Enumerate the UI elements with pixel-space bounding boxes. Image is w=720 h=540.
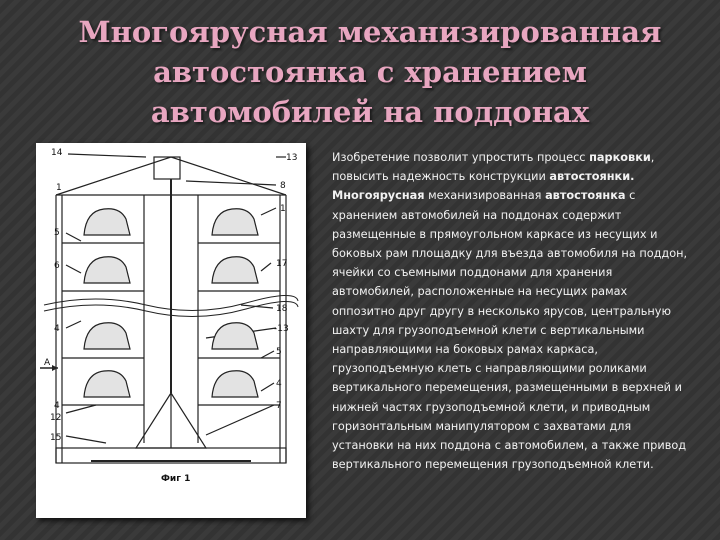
car-right-4 [212,371,258,397]
p2-bold-autostoyanka: автостоянка [545,189,626,203]
label-1-right: 1 [280,204,286,214]
title-line-1: Многоярусная механизированная [78,15,662,49]
label-4-left-a: 4 [54,324,60,334]
lift-motor-housing [154,157,180,179]
arrow-label: А [44,358,51,368]
label-17: 17 [276,259,288,269]
p1-period: . [630,170,635,184]
arrow-a-head [52,365,58,371]
p2-text-b: механизированная [424,189,546,203]
car-left-4 [84,371,130,397]
label-12: 12 [50,413,62,423]
label-1-left: 1 [56,183,62,193]
label-5-left: 5 [54,228,60,238]
car-right-3 [212,323,258,349]
label-5-right: 5 [276,347,282,357]
paragraph-2 [332,186,688,474]
label-15: 15 [50,433,62,443]
car-left-3 [84,323,130,349]
car-right-2 [212,257,258,283]
title-line-3: автомобилей на поддонах [150,95,590,129]
description-text [332,148,688,474]
label-13: 13 [286,153,298,163]
car-left-1 [84,209,130,235]
label-6: 6 [54,261,60,271]
paragraph-1 [332,148,688,186]
label-4-right: 4 [276,379,282,389]
label-14: 14 [51,148,63,158]
p2-bold-multitier: Многоярусная [332,189,425,203]
label-18: 18 [276,304,288,314]
title-line-2: автостоянка с хранением [153,55,587,89]
car-left-2 [84,257,130,283]
slide-title [70,12,670,132]
patent-figure [36,143,306,518]
p2-text-d: с хранением автомобилей на поддонах содержит размещенные в прямоугольном каркасе из несущих и боковых рам площадку для въезда автомобиля на поддон, ячейки со съемными поддонами для хранения автомобилей, расположенные на несущих рамах оппозитно друг другу в несколько ярусов, центральную шахту для грузоподъемной клети с вертикальными направляющими на боковых рамах каркаса, грузоподъемную клеть с направляющими роликами вертикального перемещения, размещенными в верхней и нижней частях грузоподъемной клети, и приводным горизонтальным манипулятором с захватами для установки на них поддона с автомобилем, а также привод вертикального перемещения грузоподъемной клети. [332,189,688,472]
parking-structure-drawing [36,143,306,518]
label-8: 8 [280,181,286,191]
p1-bold-parking: парковки [589,151,651,164]
label-minus-13: -13 [274,324,289,334]
p1-text-c: , повысить надежность конструкции [332,151,655,184]
label-4-left-b: 4 [54,401,60,411]
p1-text-a: Изобретение позволит упростить процесс [332,151,590,164]
label-7: 7 [276,401,282,411]
car-right-1 [212,209,258,235]
p1-bold-autostoyanka: автостоянки [549,170,631,184]
figure-caption: Фиг 1 [161,474,191,484]
